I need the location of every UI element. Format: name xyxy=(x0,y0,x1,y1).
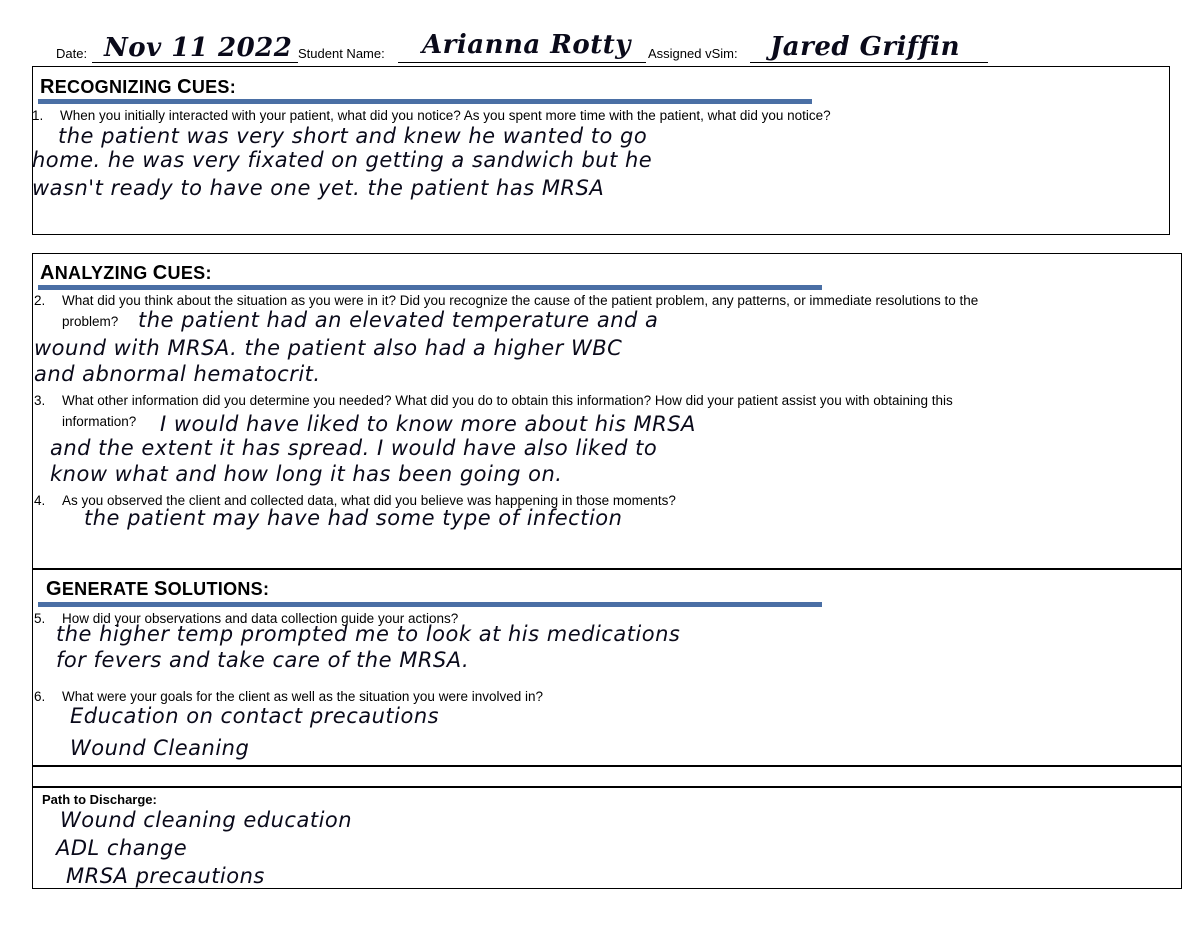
question-4: 4. As you observed the client and collected data, what did you believe was happening in those moments? xyxy=(34,493,676,508)
generate-solutions-bar xyxy=(38,602,822,607)
generate-solutions-title: GENERATE SOLUTIONS: xyxy=(46,578,270,600)
discharge-line-3: MRSA precautions xyxy=(66,864,265,888)
answer-5-line-2: for fevers and take care of the MRSA. xyxy=(56,648,470,672)
vsim-underline xyxy=(750,62,988,63)
answer-6-line-1: Education on contact precautions xyxy=(70,704,440,728)
recognizing-cues-bar xyxy=(38,99,812,104)
student-name-value: Arianna Rotty xyxy=(422,30,631,60)
answer-1-line-2: home. he was very fixated on getting a sandwich but he xyxy=(32,148,653,172)
question-6: 6. What were your goals for the client as well as the situation you were involved in? xyxy=(34,689,543,704)
answer-1-line-1: the patient was very short and knew he wanted to go xyxy=(58,124,648,148)
analyzing-cues-bar xyxy=(38,285,822,290)
answer-1-line-3: wasn't ready to have one yet. the patient has MRSA xyxy=(32,176,605,200)
answer-6-line-2: Wound Cleaning xyxy=(70,736,250,760)
date-value: Nov 11 2022 xyxy=(104,33,293,63)
question-3-continued: information? xyxy=(62,414,137,429)
answer-2-line-2: and abnormal hematocrit. xyxy=(34,362,321,386)
student-name-label: Student Name: xyxy=(298,46,385,61)
student-name-underline xyxy=(398,62,646,63)
discharge-line-1: Wound cleaning education xyxy=(60,808,353,832)
answer-2-line-1: wound with MRSA. the patient also had a higher WBC xyxy=(34,336,623,360)
question-2: 2. What did you think about the situation as you were in it? Did you recognize the cause of the patient problem, any patterns, or immediate resolutions to the xyxy=(34,293,979,308)
question-2-continued: problem? xyxy=(62,314,119,329)
analyzing-cues-title: ANALYZING CUES: xyxy=(40,262,212,284)
answer-4-line-1: the patient may have had some type of infection xyxy=(84,506,623,530)
discharge-line-2: ADL change xyxy=(56,836,188,860)
answer-2-inline: the patient had an elevated temperature and a xyxy=(138,308,659,332)
answer-3-inline: I would have liked to know more about his MRSA xyxy=(160,412,696,436)
question-1: 1. When you initially interacted with your patient, what did you notice? As you spent more time with the patient, what did you notice? xyxy=(32,108,831,123)
date-label: Date: xyxy=(56,46,88,61)
question-5: 5. How did your observations and data collection guide your actions? xyxy=(34,611,459,626)
spacer-row xyxy=(32,766,1182,787)
path-to-discharge-title: Path to Discharge: xyxy=(42,792,157,807)
answer-3-line-2: know what and how long it has been going on. xyxy=(50,462,563,486)
vsim-value: Jared Griffin xyxy=(770,32,961,62)
vsim-label: Assigned vSim: xyxy=(648,46,738,61)
answer-3-line-1: and the extent it has spread. I would have also liked to xyxy=(50,436,658,460)
answer-5-line-1: the higher temp prompted me to look at his medications xyxy=(56,622,681,646)
question-3: 3. What other information did you determine you needed? What did you do to obtain this information? How did your patient assist you with obtaining this xyxy=(34,393,953,408)
recognizing-cues-title: RECOGNIZING CUES: xyxy=(40,76,237,98)
